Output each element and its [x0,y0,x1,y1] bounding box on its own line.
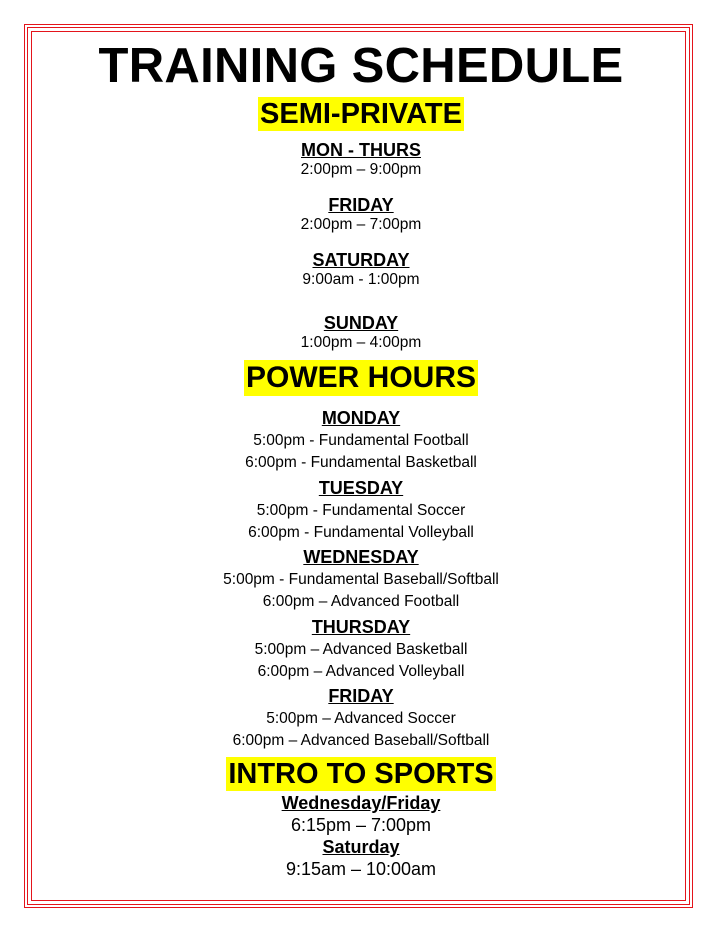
section-heading-power-hours: POWER HOURS [245,361,476,394]
day-heading: FRIDAY [328,686,394,706]
day-heading: WEDNESDAY [303,547,419,567]
day-heading: TUESDAY [318,478,404,498]
session-line: 5:00pm - Fundamental Soccer [256,502,466,519]
session-line: 5:00pm – Advanced Soccer [266,710,456,727]
section-intro-to-sports [0,757,722,791]
day-heading: Wednesday/Friday [281,793,441,813]
section-heading-semi-private: SEMI-PRIVATE [260,98,462,130]
session-line: 5:00pm – Advanced Basketball [254,641,468,658]
day-heading: MON - THURS [301,140,421,160]
day-heading: THURSDAY [311,617,411,637]
time-range: 6:15pm – 7:00pm [290,815,432,835]
time-range: 1:00pm – 4:00pm [300,334,422,351]
day-heading: SUNDAY [323,313,399,333]
session-line: 6:00pm – Advanced Football [262,593,460,610]
time-range: 9:15am – 10:00am [285,859,437,879]
session-line: 6:00pm - Fundamental Basketball [245,454,477,471]
day-heading: FRIDAY [328,195,394,215]
time-range: 9:00am - 1:00pm [302,271,420,288]
session-line: 6:00pm – Advanced Volleyball [257,663,465,680]
day-heading: SATURDAY [312,250,410,270]
day-heading: Saturday [322,837,400,857]
session-line: 5:00pm - Fundamental Baseball/Softball [223,571,499,588]
time-range: 2:00pm – 9:00pm [300,161,422,178]
day-heading: MONDAY [321,408,401,428]
session-line: 6:00pm – Advanced Baseball/Softball [232,732,490,749]
session-line: 5:00pm - Fundamental Football [253,432,469,449]
section-power-hours [0,360,722,396]
page-title: TRAINING SCHEDULE [98,39,624,93]
session-line: 6:00pm - Fundamental Volleyball [248,524,474,541]
time-range: 2:00pm – 7:00pm [300,216,422,233]
section-semi-private [0,97,722,131]
section-heading-intro-to-sports: INTRO TO SPORTS [228,758,494,790]
